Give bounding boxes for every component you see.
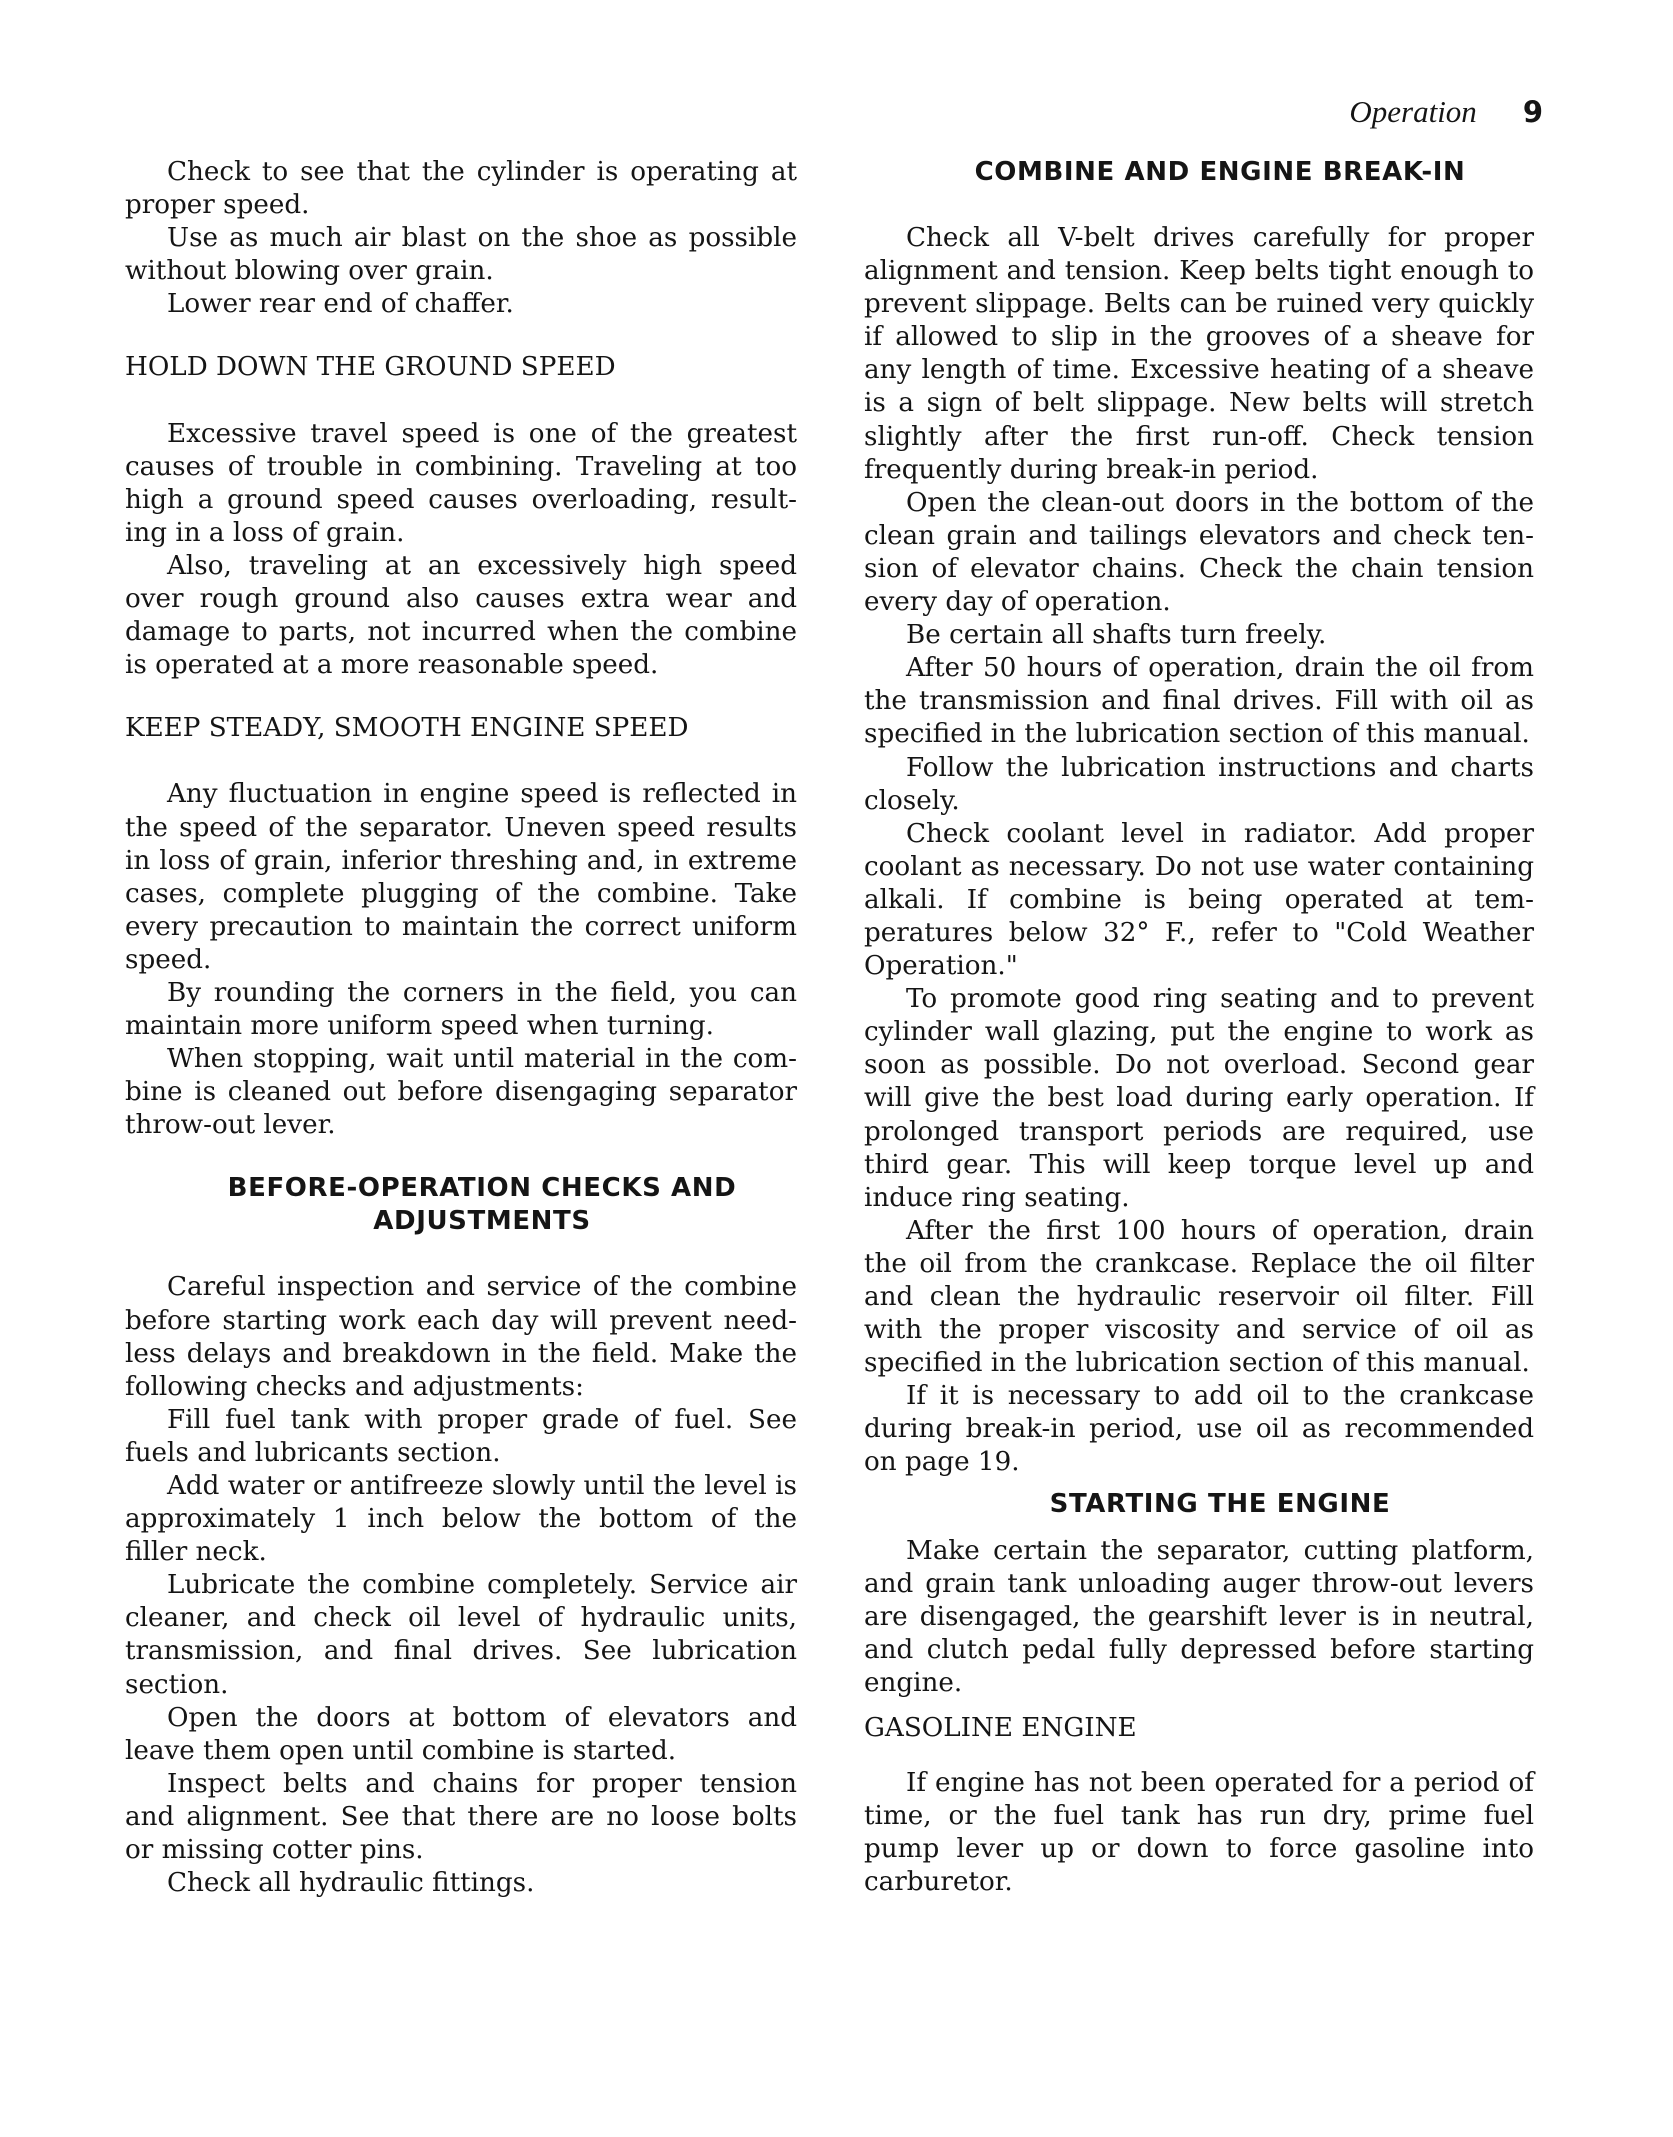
paragraph: By rounding the corners in the field, you can maintain more uniform speed when turning. (125, 977, 797, 1042)
spacer (125, 1238, 797, 1271)
paragraph: Follow the lubrication instructions and charts closely. (864, 752, 1534, 816)
right-column (864, 156, 1534, 1900)
left-column (125, 156, 797, 1900)
paragraph: Excessive travel speed is one of the greatest causes of trouble in combining. Traveling at too high a ground speed causes overloading, resulting in a loss of grain. (125, 418, 797, 548)
paragraph: Inspect belts and chains for proper tension and alignment. See that there are no loose bolts or missing cotter pins. (125, 1768, 797, 1866)
running-head-section: Operation (1349, 94, 1477, 129)
paragraph: Check to see that the cylinder is operating at proper speed. (125, 157, 797, 221)
paragraph: Check all hydraulic fittings. (167, 1868, 535, 1899)
paragraph: If it is necessary to add oil to the crankcase during break-in period, use oil as recommended on page 19. (864, 1381, 1534, 1478)
section-heading-starting: STARTING THE ENGINE (1049, 1488, 1391, 1519)
paragraph: Check all V-belt drives carefully for proper alignment and tension. Keep belts tight enough to prevent slippage. Belts can be ruined very quickly if allowed to slip in the grooves of a sheave for any length of time. Excessive heating of a sheave is a sign of belt slippage. New belts will stretch slightly after the first run-off. Check tension frequently during break-in period. (864, 223, 1534, 485)
paragraph: Also, traveling at an excessively high speed over rough ground also causes extra wear and damage to parts, not incurred when the combine is operated at a more reasonable speed. (125, 550, 797, 681)
paragraph: Add water or antifreeze slowly until the level is approximately 1 inch below the bottom of the filler neck. (125, 1471, 797, 1568)
paragraph: To promote good ring seating and to prevent cylinder wall glazing, put the engine to work as soon as possible. Do not overload. Second gear will give the best load during early operation. If prolonged transport periods are required, use third gear. This will keep torque level up and induce ring seating. (864, 984, 1534, 1213)
paragraph: Lower rear end of chaffer. (167, 289, 514, 320)
paragraph: Lubricate the combine completely. Service air cleaner, and check oil level of hydraulic units, transmission, and final drives. See lubrication section. (125, 1570, 797, 1700)
paragraph: Use as much air blast on the shoe as possible without blowing over grain. (125, 223, 797, 287)
section-heading-line: ADJUSTMENTS (373, 1206, 591, 1237)
spacer (125, 385, 797, 418)
paragraph: Open the clean-out doors in the bottom of the clean grain and tailings elevators and check tension of elevator chains. Check the chain tension every day of operation. (864, 487, 1534, 618)
paragraph: Check coolant level in radiator. Add proper coolant as necessary. Do not use water containing alkali. If combine is being operated at temperatures below 32° F., refer to "Cold Weather Operation." (864, 818, 1534, 982)
spacer (864, 1745, 1534, 1767)
paragraph: After the first 100 hours of operation, drain the oil from the crankcase. Replace the oil filter and clean the hydraulic reservoir oil filter. Fill with the proper viscosity and service of oil as specified in the lubrication section of this manual. (864, 1215, 1534, 1379)
paragraph: Careful inspection and service of the combine before starting work each day will prevent needless delays and breakdown in the field. Make the following checks and adjustments: (125, 1272, 797, 1402)
page-number: 9 (1522, 95, 1543, 129)
section-heading-break-in: COMBINE AND ENGINE BREAK-IN (974, 157, 1466, 187)
paragraph: If engine has not been operated for a period of time, or the fuel tank has run dry, prime fuel pump lever up or down to force gasoline into carburetor. (864, 1768, 1534, 1898)
paragraph: Fill fuel tank with proper grade of fuel. See fuels and lubricants section. (125, 1404, 797, 1468)
paragraph: When stopping, wait until material in the combine is cleaned out before disengaging separator throw-out lever. (125, 1044, 797, 1141)
paragraph: Any fluctuation in engine speed is reflected in the speed of the separator. Uneven speed results in loss of grain, inferior threshing and, in extreme cases, complete plugging of the combine. Take every precaution to maintain the correct uniform speed. (125, 779, 797, 975)
section-heading-before-operation (125, 1172, 797, 1238)
spacer (864, 1521, 1534, 1535)
running-head (1349, 94, 1543, 130)
paragraph: Make certain the separator, cutting platform, and grain tank unloading auger throw-out levers are disengaged, the gearshift lever is in neutral, and clutch pedal fully depressed before starting engine. (864, 1535, 1534, 1698)
spacer (125, 745, 797, 778)
section-heading-line: BEFORE-OPERATION CHECKS AND (227, 1173, 737, 1204)
subheading-engine-speed: KEEP STEADY, SMOOTH ENGINE SPEED (125, 713, 689, 744)
paragraph: After 50 hours of operation, drain the oil from the transmission and final drives. Fill with oil as specified in the lubrication section of this manual. (864, 653, 1534, 750)
spacer (864, 189, 1534, 222)
subheading-gasoline-engine: GASOLINE ENGINE (864, 1713, 1137, 1744)
paragraph: Be certain all shafts turn freely. (906, 620, 1327, 651)
subheading-ground-speed: HOLD DOWN THE GROUND SPEED (125, 352, 616, 383)
paragraph: Open the doors at bottom of elevators and leave them open until combine is started. (125, 1702, 797, 1766)
